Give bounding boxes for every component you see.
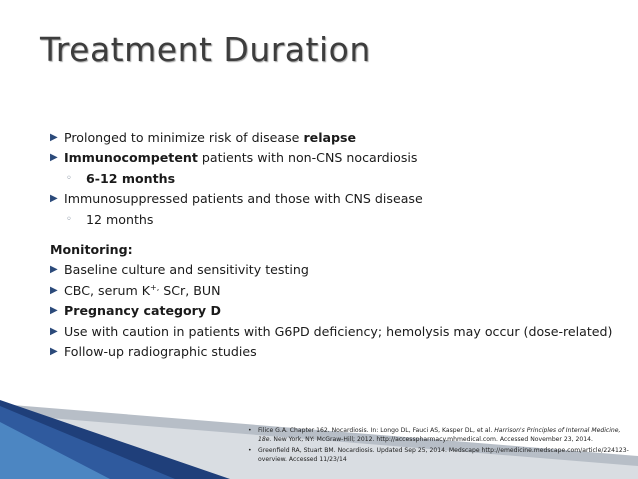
- circle-bullet-icon: ◦: [66, 172, 72, 184]
- reference-item: [248, 446, 630, 465]
- arrow-bullet-icon: ▶: [50, 152, 58, 164]
- bullet-text: Use with caution in patients with G6PD deficiency; hemolysis may occur (dose-related): [64, 323, 613, 339]
- bullet-item: [50, 260, 620, 280]
- bullet-item: [50, 148, 620, 168]
- arrow-bullet-icon: ▶: [50, 325, 58, 337]
- sub-bullet-item: [50, 210, 620, 230]
- bullet-item: [50, 342, 620, 362]
- sub-bullet-item: [50, 169, 620, 189]
- bullet-text: patients with non-CNS nocardiosis: [197, 150, 418, 166]
- circle-bullet-icon: ◦: [66, 213, 72, 225]
- bullet-emphasis: Pregnancy category D: [64, 303, 221, 319]
- reference-text: New York, NY: McGraw-Hill; 2012. http://accesspharmacy.mhmedical.com. Accessed November 23, 2014.: [271, 436, 593, 444]
- bullet-text: Immunosuppressed patients and those with CNS disease: [64, 191, 423, 207]
- slide-title: Treatment Duration: [40, 30, 371, 69]
- bullet-emphasis: Immunocompetent: [64, 150, 198, 166]
- reference-bullet: •: [248, 427, 252, 434]
- bullet-text: CBC, serum K: [64, 282, 151, 298]
- arrow-bullet-icon: ▶: [50, 132, 58, 143]
- bullet-text: Baseline culture and sensitivity testing: [64, 262, 309, 278]
- bullet-item: [50, 128, 620, 148]
- bullet-item: [50, 189, 620, 209]
- bullet-item: [50, 322, 620, 342]
- bullet-text: SCr, BUN: [159, 282, 221, 298]
- bullet-text: Follow-up radiographic studies: [64, 344, 257, 360]
- superscript: +,: [150, 282, 160, 292]
- bullet-text: Prolonged to minimize risk of disease: [64, 130, 304, 145]
- arrow-bullet-icon: ▶: [50, 264, 58, 276]
- bullet-list: [50, 128, 620, 362]
- bullet-emphasis: relapse: [303, 130, 357, 145]
- arrow-bullet-icon: ▶: [50, 284, 58, 296]
- reference-text: Filice G.A. Chapter 162. Nocardiosis. In: Longo DL, Fauci AS, Kasper DL, et al.: [258, 427, 495, 434]
- sub-bullet-text: 12 months: [86, 211, 154, 227]
- arrow-bullet-icon: ▶: [50, 193, 58, 205]
- references: [248, 426, 630, 466]
- bullet-item: [50, 281, 620, 301]
- reference-book-title: Harrison's Principles of Internal Medicine, 18e.: [258, 427, 621, 444]
- arrow-bullet-icon: ▶: [50, 305, 58, 317]
- reference-item: [248, 426, 630, 445]
- arrow-bullet-icon: ▶: [50, 346, 58, 358]
- reference-text: Greenfield RA, Stuart BM. Nocardiosis. Updated Sep 25, 2014. Medscape http://emedicine.medscape.com/article/224123-overview. Accessed 11/23/14: [258, 446, 629, 464]
- monitoring-heading: Monitoring:: [50, 242, 133, 258]
- sub-bullet-text: 6-12 months: [86, 170, 176, 186]
- bullet-item: [50, 301, 620, 321]
- reference-bullet: •: [248, 446, 252, 454]
